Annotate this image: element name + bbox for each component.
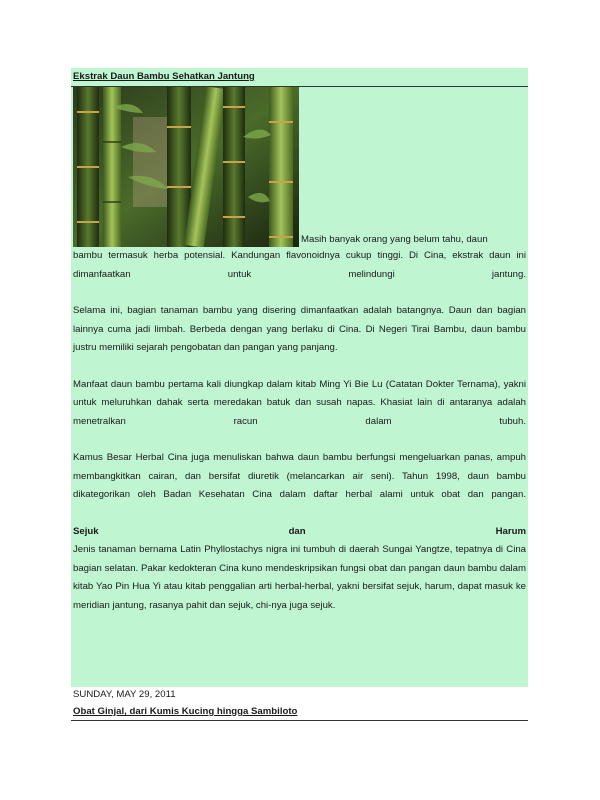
intro-row bbox=[73, 87, 526, 247]
article-body bbox=[71, 87, 528, 687]
article-container bbox=[71, 68, 528, 687]
paragraph-1: bambu termasuk herba potensial. Kandungan flavonoidnya cukup tinggi. Di Cina, ekstrak daun ini dimanfaatkan untuk melindungi jantung. bbox=[73, 250, 526, 280]
paragraph-5: Jenis tanaman bernama Latin Phyllostachys nigra ini tumbuh di daerah Sungai Yangtze, tepatnya di Cina bagian selatan. Pakar kedokteran Cina kuno mendeskripsikan fungsi obat dan pangan daun bambu dalam kitab Yao Pin Hua Yi atau kitab penggalian arti herbal-herbal, yakni bersifat sejuk, harum, dapat masuk ke meridian jantung, rasanya pahit dan sejuk, chi-nya juga sejuk. bbox=[73, 544, 526, 611]
next-post-link[interactable]: Obat Ginjal, dari Kumis Kucing hingga Sambiloto bbox=[71, 703, 528, 721]
subheading: Sejuk dan Harum bbox=[73, 525, 526, 537]
bamboo-photo bbox=[73, 87, 299, 247]
intro-text: Masih banyak orang yang belum tahu, daun bbox=[301, 234, 488, 245]
paragraph-2: Selama ini, bagian tanaman bambu yang disering dimanfaatkan adalah batangnya. Daun dan bagian lainnya cuma jadi limbah. Berbeda dengan yang berlaku di Cina. Di Negeri Tirai Bambu, daun bambu justru memiliki sejarah pengobatan dan pangan yang panjang. bbox=[73, 305, 526, 353]
paragraph-3: Manfaat daun bambu pertama kali diungkap dalam kitab Ming Yi Bie Lu (Catatan Dokter Ternama), yakni untuk meluruhkan dahak serta meredakan batuk dan susah napas. Khasiat lain di antaranya adalah menetralkan racun dalam tubuh. bbox=[73, 378, 526, 427]
article-title[interactable]: Ekstrak Daun Bambu Sehatkan Jantung bbox=[71, 68, 528, 87]
post-footer bbox=[71, 686, 528, 721]
paragraph-4: Kamus Besar Herbal Cina juga menuliskan bahwa daun bambu berfungsi mengeluarkan panas, ampuh membangkitkan cairan, dan bersifat diuretik (melancarkan air seni). Tahun 1998, daun bambu dikategorikan oleh Badan Kesehatan Cina dalam daftar herbal alami untuk obat dan pangan. bbox=[73, 452, 526, 500]
post-date: SUNDAY, MAY 29, 2011 bbox=[73, 689, 176, 700]
